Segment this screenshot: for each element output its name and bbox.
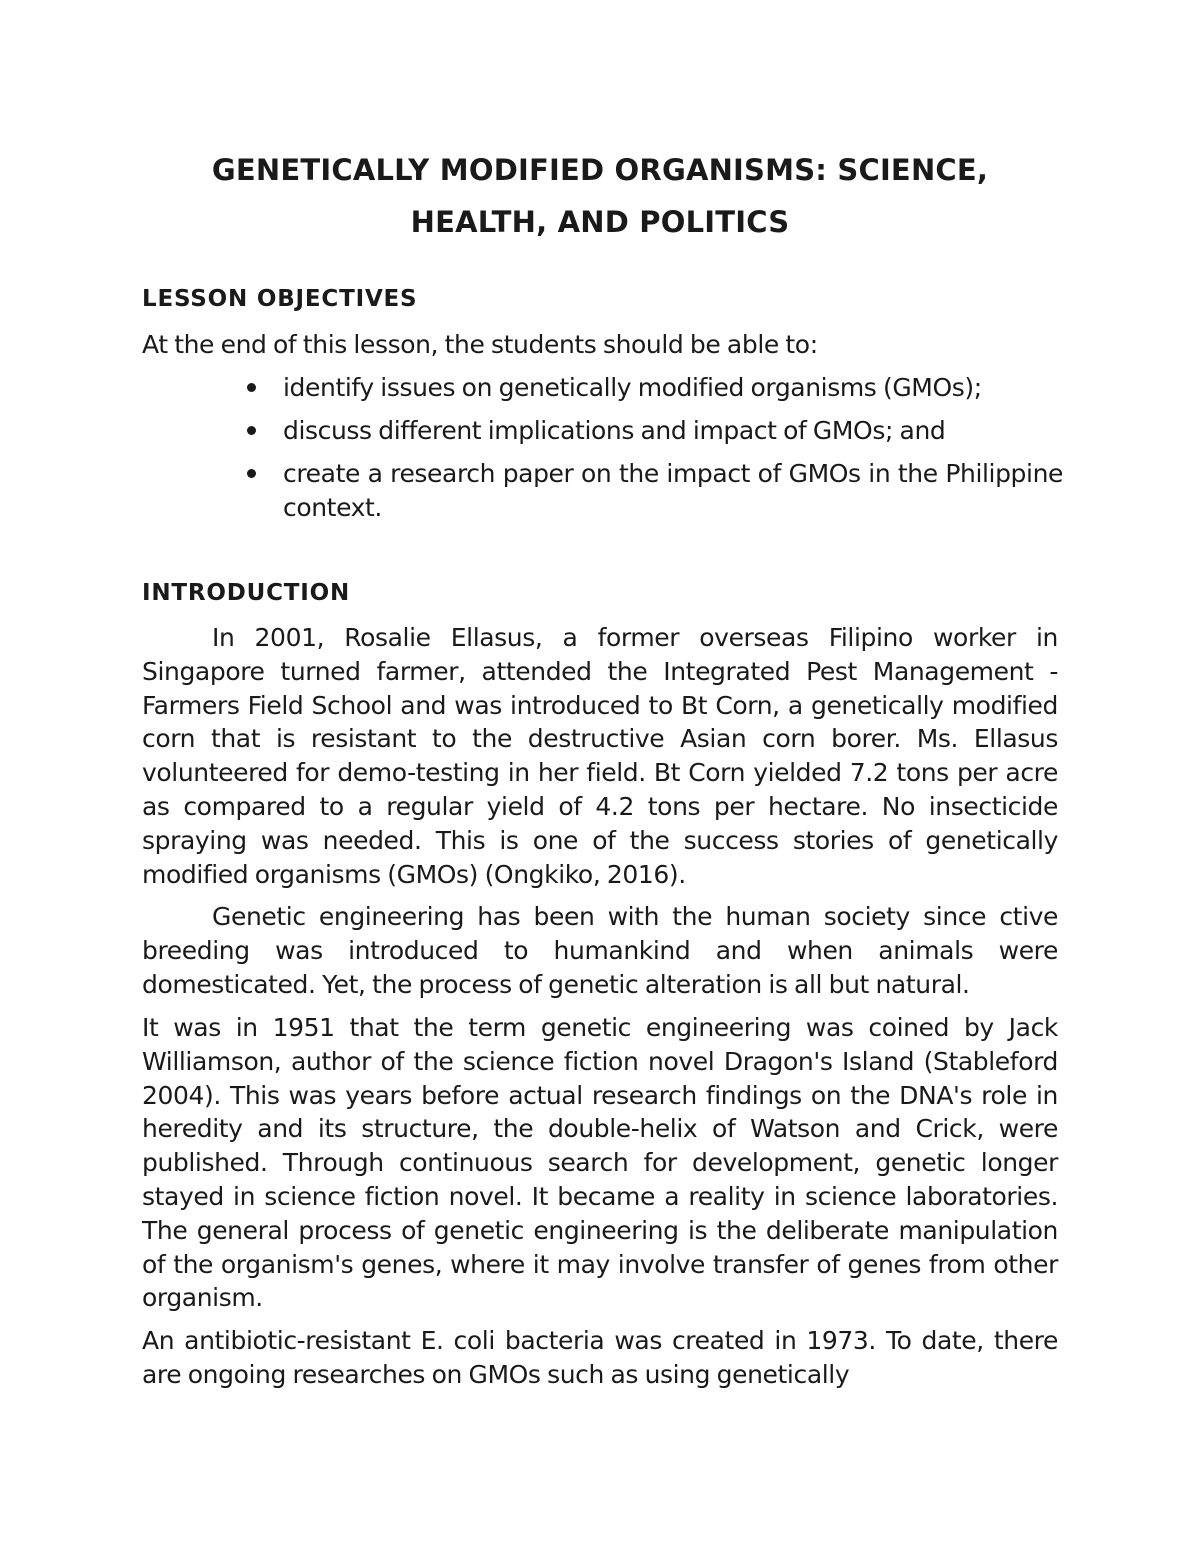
introduction-heading: INTRODUCTION — [142, 580, 351, 606]
title-line-2: HEALTH, AND POLITICS — [410, 205, 790, 239]
lesson-objectives-heading: LESSON OBJECTIVES — [142, 286, 418, 312]
objective-text: create a research paper on the impact of GMOs in the Philippine context. — [283, 459, 1063, 522]
title-line-1: GENETICALLY MODIFIED ORGANISMS: SCIENCE, — [211, 153, 989, 187]
objective-item — [245, 414, 1063, 448]
objective-item — [245, 371, 1063, 405]
objectives-list — [245, 371, 1063, 534]
bullet-icon — [247, 426, 256, 435]
bullet-icon — [247, 383, 256, 392]
objectives-intro-text: At the end of this lesson, the students should be able to: — [142, 330, 818, 359]
objective-item — [245, 457, 1063, 525]
objective-text: identify issues on genetically modified organisms (GMOs); — [283, 373, 982, 402]
intro-paragraph-1: In 2001, Rosalie Ellasus, a former overseas Filipino worker in Singapore turned farmer, attended the Integrated Pest Management - Farmers Field School and was introduced to Bt Corn, a genetically modified corn that is resistant to the destructive Asian corn borer. Ms. Ellasus volunteered for demo-testing in her field. Bt Corn yielded 7.2 tons per acre as compared to a regular yield of 4.2 tons per hectare. No insecticide spraying was needed. This is one of the success stories of genetically modified organisms (GMOs) (Ongkiko, 2016). — [142, 623, 1058, 889]
intro-paragraph-3: It was in 1951 that the term genetic engineering was coined by Jack Williamson, author of the science fiction novel Dragon's Island (Stableford 2004). This was years before actual research findings on the DNA's role in heredity and its structure, the double-helix of Watson and Crick, were published. Through continuous search for development, genetic longer stayed in science fiction novel. It became a reality in science laboratories. The general process of genetic engineering is the deliberate manipulation of the organism's genes, where it may involve transfer of genes from other organism. — [142, 1013, 1058, 1313]
objective-text: discuss different implications and impact of GMOs; and — [283, 416, 946, 445]
intro-paragraph-2: Genetic engineering has been with the human society since ctive breeding was introduced to humankind and when animals were domesticated. Yet, the process of genetic alteration is all but natural. — [142, 902, 1058, 999]
bullet-icon — [247, 469, 256, 478]
page-title — [142, 144, 1058, 248]
intro-paragraph-4: An antibiotic-resistant E. coli bacteria was created in 1973. To date, there are ongoing researches on GMOs such as using genetically — [142, 1326, 1058, 1389]
